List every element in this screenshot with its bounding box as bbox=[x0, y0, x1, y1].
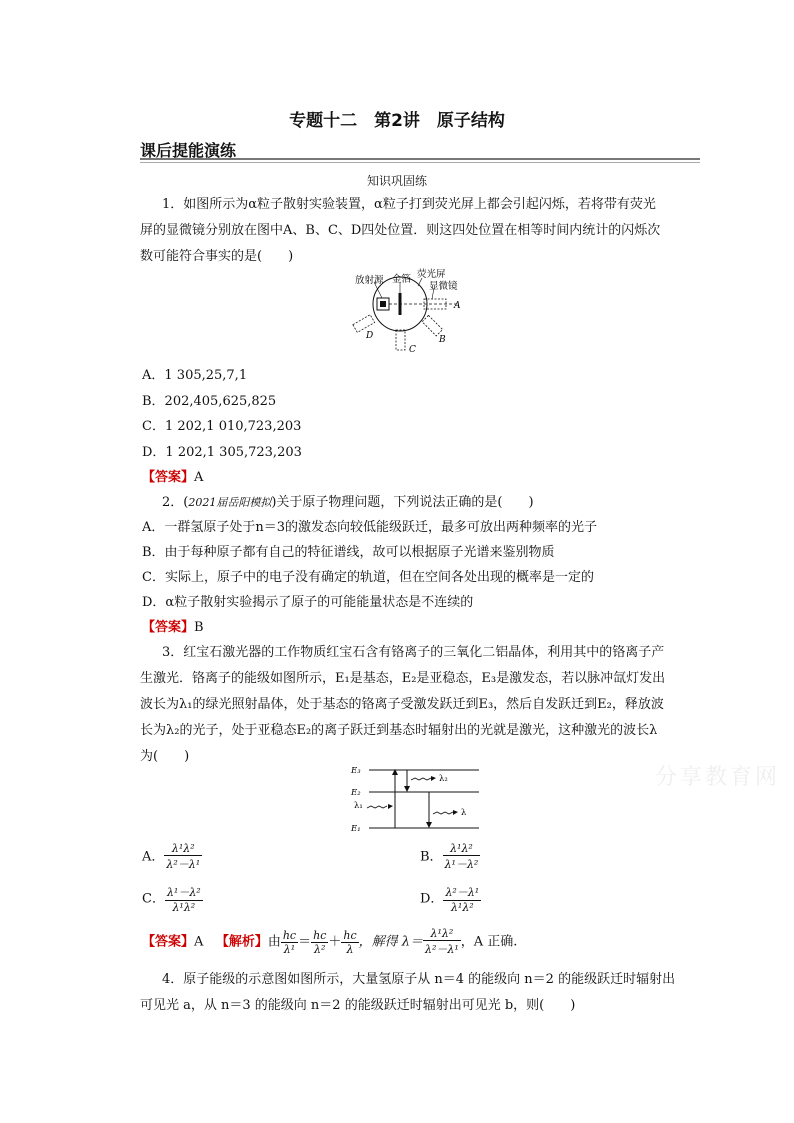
q3-option-a-label: A． bbox=[142, 849, 165, 865]
q1-option-c: C．1 202,1 010,723,203 bbox=[142, 419, 302, 434]
q3-option-d-label: D． bbox=[420, 891, 444, 907]
q3-line-4: 长为λ₂的光子，处于亚稳态E₂的离子跃迁到基态时辐射出的光就是激光，这种激光的波长λ bbox=[140, 723, 658, 738]
q3-answer-analysis bbox=[142, 927, 517, 957]
q2-option-c: C．实际上，原子中的电子没有确定的轨道，但在空间各处出现的概率是一定的 bbox=[142, 570, 594, 585]
wave-lambda-head bbox=[453, 810, 458, 815]
q2-answer-value: B bbox=[194, 620, 204, 635]
label-source: 放射源 bbox=[355, 275, 384, 286]
q4-line-1: 4．原子能级的示意图如图所示，大量氢原子从 n＝4 的能级向 n＝2 的能级跃迁时辐射出 bbox=[162, 972, 676, 987]
q2-source: 2021届岳阳模拟 bbox=[188, 496, 272, 509]
q1-line-3: 数可能符合事实的是( ) bbox=[140, 249, 294, 264]
answer-mark: 【答案】 bbox=[142, 620, 195, 635]
q3-analysis-frac-4 bbox=[423, 927, 461, 957]
q3-option-b-label: B． bbox=[420, 849, 443, 865]
wave-lambda2 bbox=[411, 778, 431, 780]
page-title: 专题十二 第2讲 原子结构 bbox=[289, 111, 505, 131]
q3-option-c-num: λ¹－λ² bbox=[166, 886, 201, 899]
wave-lambda2-head bbox=[431, 776, 436, 781]
heading-rule bbox=[140, 158, 700, 160]
q1-option-d: D．1 202,1 305,723,203 bbox=[142, 445, 302, 460]
q3-option-a-den: λ²－λ¹ bbox=[166, 858, 201, 871]
q1-option-b: B．202,405,625,825 bbox=[142, 394, 277, 409]
wave-lambda bbox=[433, 812, 453, 814]
q3-option-a-num: λ¹λ² bbox=[164, 842, 202, 856]
alpha-scattering-figure bbox=[350, 268, 480, 358]
label-lambda1: λ₁ bbox=[354, 801, 363, 811]
frac-4-den: λ²－λ¹ bbox=[425, 943, 459, 956]
q3-analysis-frac-2 bbox=[311, 929, 328, 956]
q1-line-2: 屏的显微镜分别放在图中A、B、C、D四处位置．则这四处位置在相等时间内统计的闪烁次 bbox=[140, 223, 661, 238]
frac-1-den: λ¹ bbox=[283, 942, 296, 956]
answer-mark: 【答案】 bbox=[142, 934, 195, 950]
q3-line-1: 3．红宝石激光器的工作物质红宝石含有铬离子的三氧化二铝晶体，利用其中的铬离子产 bbox=[162, 645, 665, 660]
q1-answer bbox=[142, 466, 203, 485]
wave-lambda1-head bbox=[388, 804, 393, 809]
q3-option-a bbox=[142, 842, 202, 872]
label-lambda: λ bbox=[461, 808, 467, 818]
analysis-mark: 【解析】 bbox=[215, 934, 268, 950]
q4-line-2: 可见光 a，从 n＝3 的能级向 n＝2 的能级跃迁时辐射出可见光 b，则( ) bbox=[140, 998, 576, 1013]
label-b: B bbox=[439, 335, 446, 345]
frac-3-num: hc bbox=[343, 928, 357, 942]
frac-2-den: λ² bbox=[314, 942, 326, 956]
q2-option-b: B．由于每种原子都有自己的特征谱线，故可以根据原子光谱来鉴别物质 bbox=[142, 545, 555, 560]
heading-rule-thin bbox=[140, 162, 700, 163]
arrowhead-down-2 bbox=[426, 822, 432, 828]
q3-option-b-fraction bbox=[443, 842, 481, 872]
microscope-c bbox=[396, 330, 405, 350]
q3-option-b-den: λ¹－λ² bbox=[444, 858, 479, 871]
q3-option-c-label: C． bbox=[142, 891, 165, 907]
frac-3-den: λ bbox=[346, 942, 354, 956]
q2-stem-text: )关于原子物理问题，下列说法正确的是( ) bbox=[271, 495, 534, 510]
label-screen: 荧光屏 bbox=[417, 269, 446, 280]
q3-analysis-tail: ，A 正确. bbox=[460, 934, 518, 950]
q1-line-1: 1．如图所示为α粒子散射实验装置，α粒子打到荧光屏上都会引起闪烁，若将带有荧光 bbox=[162, 197, 656, 212]
q3-option-b-num: λ¹λ² bbox=[443, 842, 481, 856]
source-core bbox=[380, 301, 386, 307]
answer-mark: 【答案】 bbox=[142, 470, 195, 485]
label-foil: 金箔 bbox=[392, 274, 412, 285]
label-a: A bbox=[454, 301, 461, 311]
q3-option-d-fraction bbox=[443, 884, 481, 914]
q2-option-d: D．α粒子散射实验揭示了原子的可能能量状态是不连续的 bbox=[142, 595, 474, 610]
q3-analysis-frac-3 bbox=[341, 929, 358, 956]
q3-option-c bbox=[142, 884, 203, 914]
q3-option-d-num: λ²－λ¹ bbox=[445, 886, 480, 899]
q3-option-c-fraction bbox=[165, 884, 203, 914]
section-heading: 课后提能演练 bbox=[140, 141, 237, 160]
q3-line-3: 波长为λ₁的绿光照射晶体，处于基态的铬离子受激发跃迁到E₃，然后自发跃迁到E₂，释放波 bbox=[140, 697, 664, 712]
label-d: D bbox=[366, 331, 374, 341]
q3-option-b bbox=[420, 842, 480, 872]
label-e1: E₁ bbox=[351, 824, 361, 834]
q3-option-d bbox=[420, 884, 481, 914]
energy-level-figure bbox=[345, 762, 485, 838]
q1-answer-value: A bbox=[194, 470, 204, 485]
q3-option-a-fraction bbox=[164, 842, 202, 872]
arrowhead-down-1 bbox=[404, 786, 410, 792]
q3-line-5: 为( ) bbox=[140, 749, 190, 764]
q3-analysis-pre: 由 bbox=[267, 934, 281, 950]
microscope-d bbox=[353, 315, 375, 333]
q3-option-c-den: λ¹λ² bbox=[172, 901, 196, 914]
microscope-b bbox=[422, 315, 443, 336]
label-lambda2: λ₂ bbox=[439, 774, 448, 784]
wave-lambda1 bbox=[367, 806, 387, 808]
frac-2-num: hc bbox=[313, 928, 327, 942]
subsection-heading: 知识巩固练 bbox=[366, 174, 427, 188]
q3-analysis-plus: ＋ bbox=[328, 934, 342, 950]
q3-answer-value: A bbox=[194, 934, 204, 950]
q1-option-a: A．1 305,25,7,1 bbox=[142, 368, 248, 383]
q3-analysis-mid: ，解得 λ＝ bbox=[358, 934, 423, 950]
q3-line-2: 生激光．铬离子的能级如图所示，E₁是基态，E₂是亚稳态，E₃是激发态，若以脉冲氙灯发出 bbox=[140, 671, 666, 686]
frac-1-num: hc bbox=[282, 928, 297, 942]
q2-stem bbox=[162, 491, 534, 510]
q2-answer bbox=[142, 616, 204, 635]
label-microscope: 显微镜 bbox=[429, 281, 458, 292]
q2-option-a: A．一群氢原子处于n＝3的激发态向较低能级跃迁，最多可放出两种频率的光子 bbox=[142, 520, 598, 535]
q3-option-d-den: λ¹λ² bbox=[450, 901, 474, 914]
q3-analysis-frac-1 bbox=[281, 929, 298, 956]
label-e2: E₂ bbox=[351, 788, 361, 798]
q3-analysis-eq: ＝ bbox=[298, 934, 312, 950]
label-c: C bbox=[409, 345, 416, 355]
frac-4-num: λ¹λ² bbox=[423, 927, 461, 941]
label-e3: E₃ bbox=[351, 766, 361, 776]
watermark-text: 分享教育网 bbox=[655, 765, 781, 790]
q2-prefix: 2．( bbox=[162, 495, 189, 510]
